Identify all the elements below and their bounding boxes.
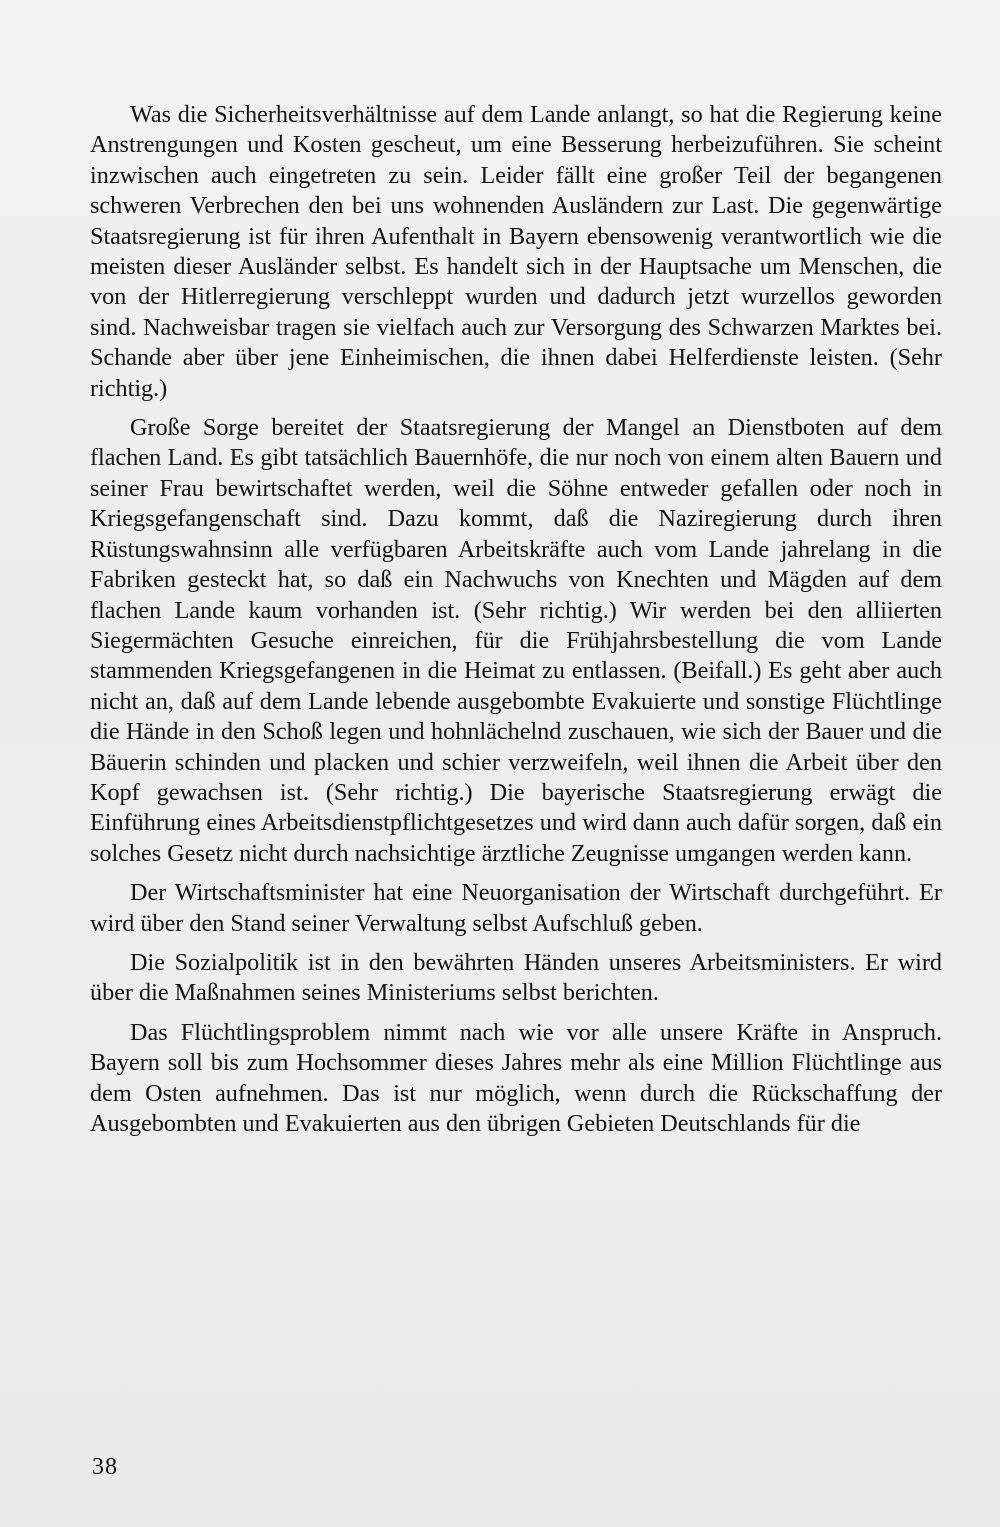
paragraph-security: Was die Sicherheitsverhältnisse auf dem Lande anlangt, so hat die Regierung keine Anstrengungen und Kosten gescheut, um eine Besserung herbeizuführen. Sie scheint inzwischen auch eingetreten zu sein. Leider fällt eine großer Teil der begangenen schweren Verbrechen den bei uns wohnenden Ausländern zur Last. Die gegenwärtige Staatsregierung ist für ihren Aufenthalt in Bayern ebensowenig verantwortlich wie die meisten dieser Ausländer selbst. Es handelt sich in der Hauptsache um Menschen, die von der Hitlerregierung verschleppt wurden und dadurch jetzt wurzellos geworden sind. Nachweisbar tragen sie vielfach auch zur Versorgung des Schwarzen Marktes bei. Schande aber über jene Einheimischen, die ihnen dabei Helferdienste leisten. (Sehr richtig.): [90, 101, 942, 402]
body-text: [90, 100, 942, 1139]
paragraph-farm-labor: Große Sorge bereitet der Staatsregierung der Mangel an Dienstboten auf dem flachen Land. Es gibt tatsächlich Bauernhöfe, die nur noch von einem alten Bauern und seiner Frau bewirtschaftet werden, weil die Söhne entweder gefallen oder noch in Kriegsgefangenschaft sind. Dazu kommt, daß die Naziregierung durch ihren Rüstungswahnsinn alle verfügbaren Arbeitskräfte auch vom Lande jahrelang in die Fabriken gesteckt hat, so daß ein Nachwuchs von Knechten und Mägden auf dem flachen Lande kaum vorhanden ist. (Sehr richtig.) Wir werden bei den alliierten Siegermächten Gesuche einreichen, für die Frühjahrsbestellung die vom Lande stammenden Kriegsgefangenen in die Heimat zu entlassen. (Beifall.) Es geht aber auch nicht an, daß auf dem Lande lebende ausgebombte Evakuierte und sonstige Flüchtlinge die Hände in den Schoß legen und hohnlächelnd zuschauen, wie sich der Bauer und die Bäuerin schinden und placken und schier verzweifeln, weil ihnen die Arbeit über den Kopf gewachsen ist. (Sehr richtig.) Die bayerische Staatsregierung erwägt die Einführung eines Arbeitsdienstpflichtgesetzes und wird dann auch dafür sorgen, daß ein solches Gesetz nicht durch nachsichtige ärztliche Zeugnisse umgangen werden kann.: [90, 414, 942, 867]
paragraph-economy: Der Wirtschaftsminister hat eine Neuorganisation der Wirtschaft durchgeführt. Er wird über den Stand seiner Verwaltung selbst Aufschluß geben.: [90, 879, 942, 937]
page-number: 38: [92, 1454, 118, 1480]
paragraph-refugees: Das Flüchtlingsproblem nimmt nach wie vor alle unsere Kräfte in Anspruch. Bayern soll bis zum Hochsommer dieses Jahres mehr als eine Million Flüchtlinge aus dem Osten aufnehmen. Das ist nur möglich, wenn durch die Rückschaffung der Ausgebombten und Evakuierten aus den übrigen Gebieten Deutschlands für die: [90, 1018, 942, 1137]
paragraph-social-policy: Die Sozialpolitik ist in den bewährten Händen unseres Arbeitsministers. Er wird über die Maßnahmen seines Ministeriums selbst berichten.: [90, 948, 942, 1007]
